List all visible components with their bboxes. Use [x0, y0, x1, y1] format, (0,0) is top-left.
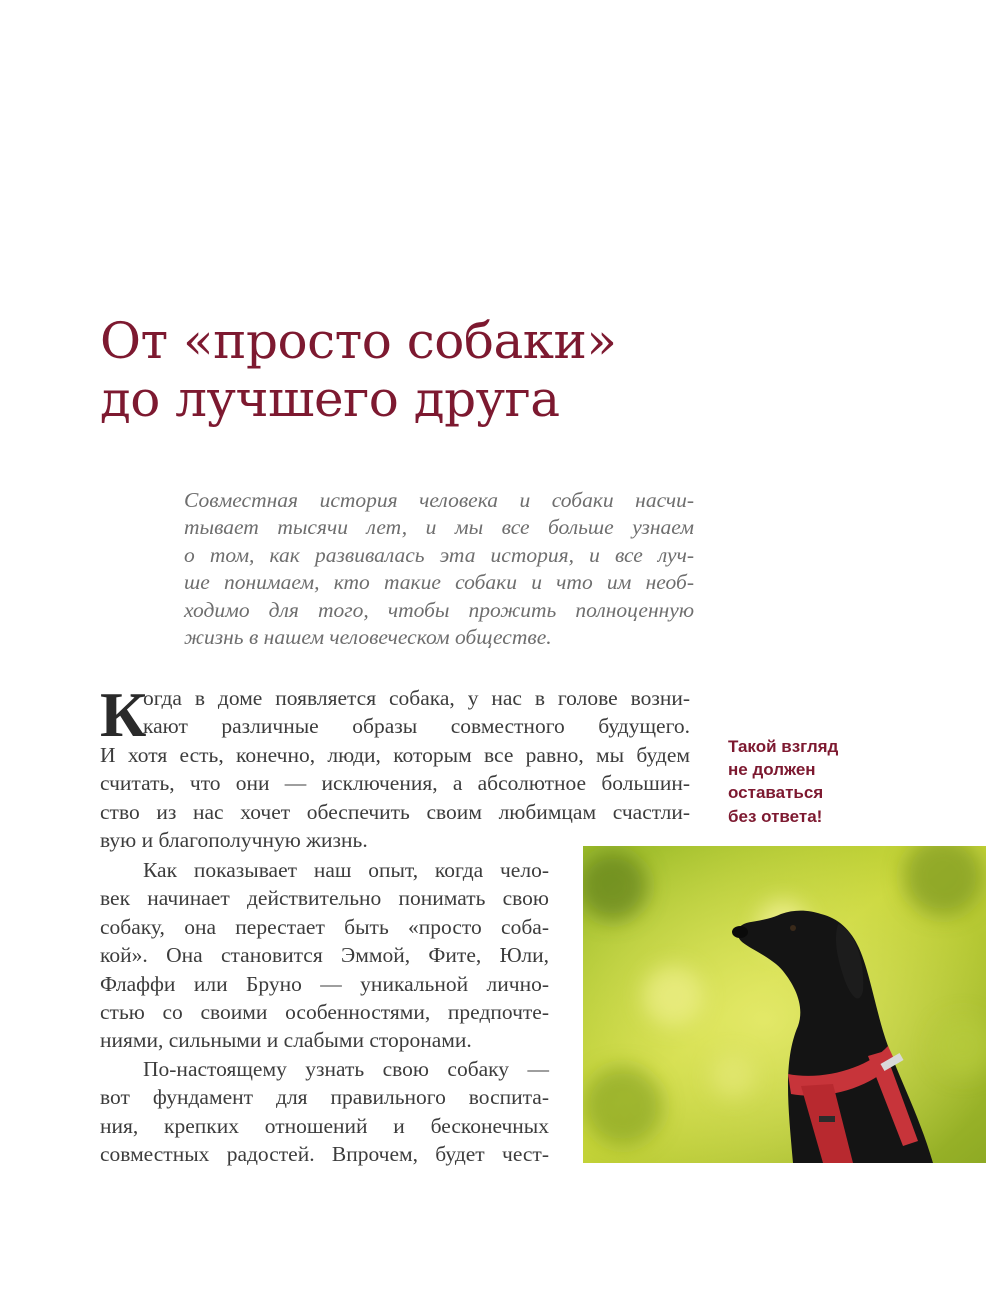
intro-line: жизнь в нашем человеческом обществе.: [184, 625, 552, 650]
body-line: кают различные образы совместного будущего.: [143, 714, 690, 739]
body-paragraph-1: [100, 679, 690, 854]
body-line: собаку, она перестает быть «просто соба-: [100, 914, 549, 939]
chapter-title: [100, 312, 800, 428]
body-line: ниями, сильными и слабыми сторонами.: [100, 1028, 472, 1053]
intro-line: ше понимаем, кто такие собаки и что им необ-: [184, 570, 694, 595]
body-line: стью со своими особенностями, предпочте-: [100, 1000, 549, 1025]
intro-line: ходимо для того, чтобы прожить полноценную: [184, 597, 694, 622]
body-line: век начинает действительно понимать свою: [100, 886, 549, 911]
caption-line: оставаться: [728, 783, 824, 803]
body-line: совместных радостей. Впрочем, будет чест-: [100, 1142, 549, 1167]
body-line: кой». Она становится Эммой, Фите, Юли,: [100, 943, 549, 968]
drop-cap: К: [100, 679, 147, 750]
dog-photo-illustration: [583, 846, 986, 1163]
intro-line: Совместная история человека и собаки насчи-: [184, 488, 694, 512]
caption-line: не должен: [728, 760, 816, 780]
chapter-title-line-1: От «просто собаки»: [100, 312, 617, 370]
body-line: По-настоящему узнать свою собаку —: [143, 1056, 549, 1081]
body-line: И хотя есть, конечно, люди, которым все равно, мы будем: [100, 742, 690, 767]
body-line: Как показывает наш опыт, когда чело-: [143, 858, 549, 882]
caption-line: Такой взгляд: [728, 737, 839, 756]
body-line: считать, что они — исключения, а абсолютное большин-: [100, 771, 690, 796]
body-line: вую и благополучную жизнь.: [100, 828, 368, 853]
body-line: ство из нас хочет обеспечить своим любимцам счастли-: [100, 799, 690, 824]
dog-photo: [583, 846, 986, 1163]
intro-line: тывает тысячи лет, и мы все больше узнаем: [184, 515, 694, 540]
body-line: Флаффи или Бруно — уникальной лично-: [100, 971, 549, 996]
photo-caption: [728, 735, 928, 828]
body-line: вот фундамент для правильного воспита-: [100, 1085, 549, 1110]
intro-paragraph: [184, 487, 694, 651]
intro-line: о том, как развивалась эта история, и все луч-: [184, 542, 694, 567]
chapter-title-line-2: до лучшего друга: [100, 370, 560, 428]
body-line: огда в доме появляется собака, у нас в голове возни-: [143, 686, 690, 710]
caption-line: без ответа!: [728, 806, 823, 826]
body-paragraph-2: [100, 856, 549, 1168]
body-line: ния, крепких отношений и бесконечных: [100, 1113, 549, 1138]
